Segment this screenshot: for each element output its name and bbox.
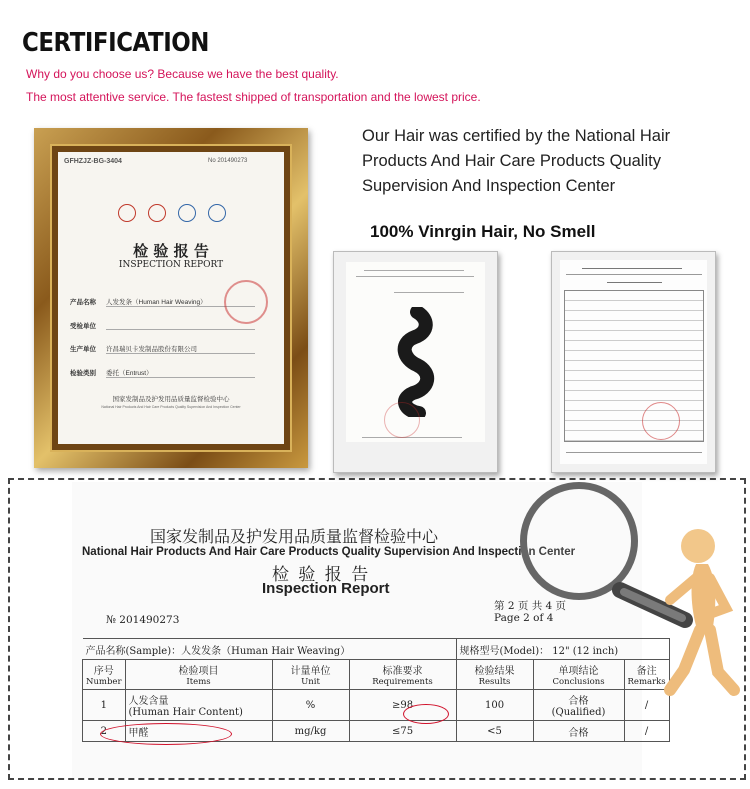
cert-field-label: 受检单位	[70, 323, 96, 330]
photo-seal-icon	[384, 402, 420, 438]
table-row	[83, 690, 670, 721]
header-cn: 检验结果	[474, 666, 515, 677]
cert-field-row	[70, 321, 255, 330]
cert-title-en: INSPECTION REPORT	[118, 260, 224, 270]
model-cell: 规格型号(Model)： 12" (12 inch)	[456, 639, 669, 660]
header-en: Conclusions	[552, 677, 605, 687]
table-header-cell	[125, 660, 272, 690]
table-header-cell	[272, 660, 349, 690]
row-requirement: ≥98	[349, 690, 456, 721]
header-cn: 单项结论	[558, 666, 599, 677]
row-unit: %	[272, 690, 349, 721]
content-highlight-oval	[100, 723, 232, 745]
cert-field-value	[106, 321, 255, 330]
certificate-paper	[58, 152, 284, 444]
tagline-service: The most attentive service. The fastest shipped of transportation and the lowest price.	[26, 90, 481, 104]
cert-title-cn: 检 验 报 告	[133, 242, 209, 260]
header-cn: 计量单位	[290, 666, 331, 677]
header-en: Results	[478, 677, 511, 687]
header-cn: 序号	[93, 666, 114, 677]
item-cn: 人发含量	[128, 696, 169, 707]
conclusion-en: (Qualified)	[551, 707, 606, 718]
item-en: (Human Hair Content)	[128, 707, 243, 718]
cert-field-label: 产品名称	[70, 299, 96, 306]
header-en: Number	[86, 677, 122, 687]
page-title: CERTIFICATION	[22, 28, 209, 58]
report-number: № 201490273	[106, 614, 180, 626]
row-remark: /	[624, 721, 669, 742]
report-page-en: Page 2 of 4	[494, 612, 554, 624]
cert-footer-en: National Hair Products And Hair Care Products Quality Supervision And Inspection Center	[101, 405, 241, 409]
result-highlight-oval	[403, 704, 449, 724]
tagline-quality: Why do you choose us? Because we have the best quality.	[26, 67, 339, 81]
row-result: <5	[456, 721, 533, 742]
cert-field-label: 检验类别	[70, 370, 96, 377]
cert-field-row	[70, 344, 255, 354]
row-item	[125, 690, 272, 721]
row-conclusion: 合格	[533, 721, 624, 742]
certificate-frame	[34, 128, 308, 468]
hair-weft-icon	[389, 307, 439, 417]
report-org-en: National Hair Products And Hair Care Products Quality Supervision And Inspection Center	[82, 546, 576, 558]
report-page-photo	[551, 251, 716, 473]
cert-field-value: 委托（Entrust）	[106, 368, 255, 378]
header-en: Unit	[301, 677, 320, 687]
certified-description: Our Hair was certified by the National Hair Products And Hair Care Products Quality Supervision And Inspection Center	[362, 127, 671, 195]
figure-with-magnifier-icon	[600, 520, 745, 705]
cal-logo-icon	[148, 204, 166, 222]
report-org-cn: 国家发制品及护发用品质量监督检验中心	[150, 527, 439, 546]
row-result: 100	[456, 690, 533, 721]
row-unit: mg/kg	[272, 721, 349, 742]
report-page-table	[564, 290, 704, 442]
red-seal-icon	[224, 280, 268, 324]
report-title-cn: 检 验 报 告	[272, 565, 371, 585]
header-en: Items	[186, 677, 211, 687]
row-remark: /	[624, 690, 669, 721]
header-cn: 备注	[636, 666, 657, 677]
report-title-en: Inspection Report	[262, 580, 390, 597]
conclusion-cn: 合格	[568, 696, 589, 707]
row-number: 2	[83, 721, 126, 742]
header-cn: 标准要求	[382, 666, 423, 677]
report-page-cn: 第 2 页 共 4 页	[494, 600, 567, 612]
no-smell-heading: 100% Vinrgin Hair, No Smell	[370, 222, 596, 241]
row-requirement: ≤75	[349, 721, 456, 742]
row-item: 甲醛	[125, 721, 272, 742]
header-cn: 检验项目	[178, 666, 219, 677]
cert-field-value: 人发发条（Human Hair Weaving）	[106, 297, 255, 307]
cma-logo-icon	[118, 204, 136, 222]
ilac-logo-icon	[208, 204, 226, 222]
table-header-cell	[456, 660, 533, 690]
report-seal-icon	[642, 402, 680, 440]
cert-footer-cn: 国家发制品及护发用品质量监督检验中心	[112, 396, 230, 403]
cnas-logo-icon	[178, 204, 196, 222]
cert-field-value: 许昌瑞贝卡发制品股份有限公司	[106, 344, 255, 354]
header-en: Requirements	[372, 677, 433, 687]
header-en: Remarks	[627, 677, 666, 687]
row-number: 1	[83, 690, 126, 721]
cert-field-label: 生产单位	[70, 346, 96, 353]
table-header-row	[83, 660, 670, 690]
table-header-cell	[83, 660, 126, 690]
table-header-cell	[349, 660, 456, 690]
cert-code: GFHZJZ-BG-3404	[64, 158, 122, 165]
cert-number: No 201490273	[208, 158, 248, 164]
cert-field-row	[70, 368, 255, 378]
hair-sample-photo	[333, 251, 498, 473]
sample-cell: 产品名称(Sample)：人发发条（Human Hair Weaving）	[83, 639, 457, 660]
